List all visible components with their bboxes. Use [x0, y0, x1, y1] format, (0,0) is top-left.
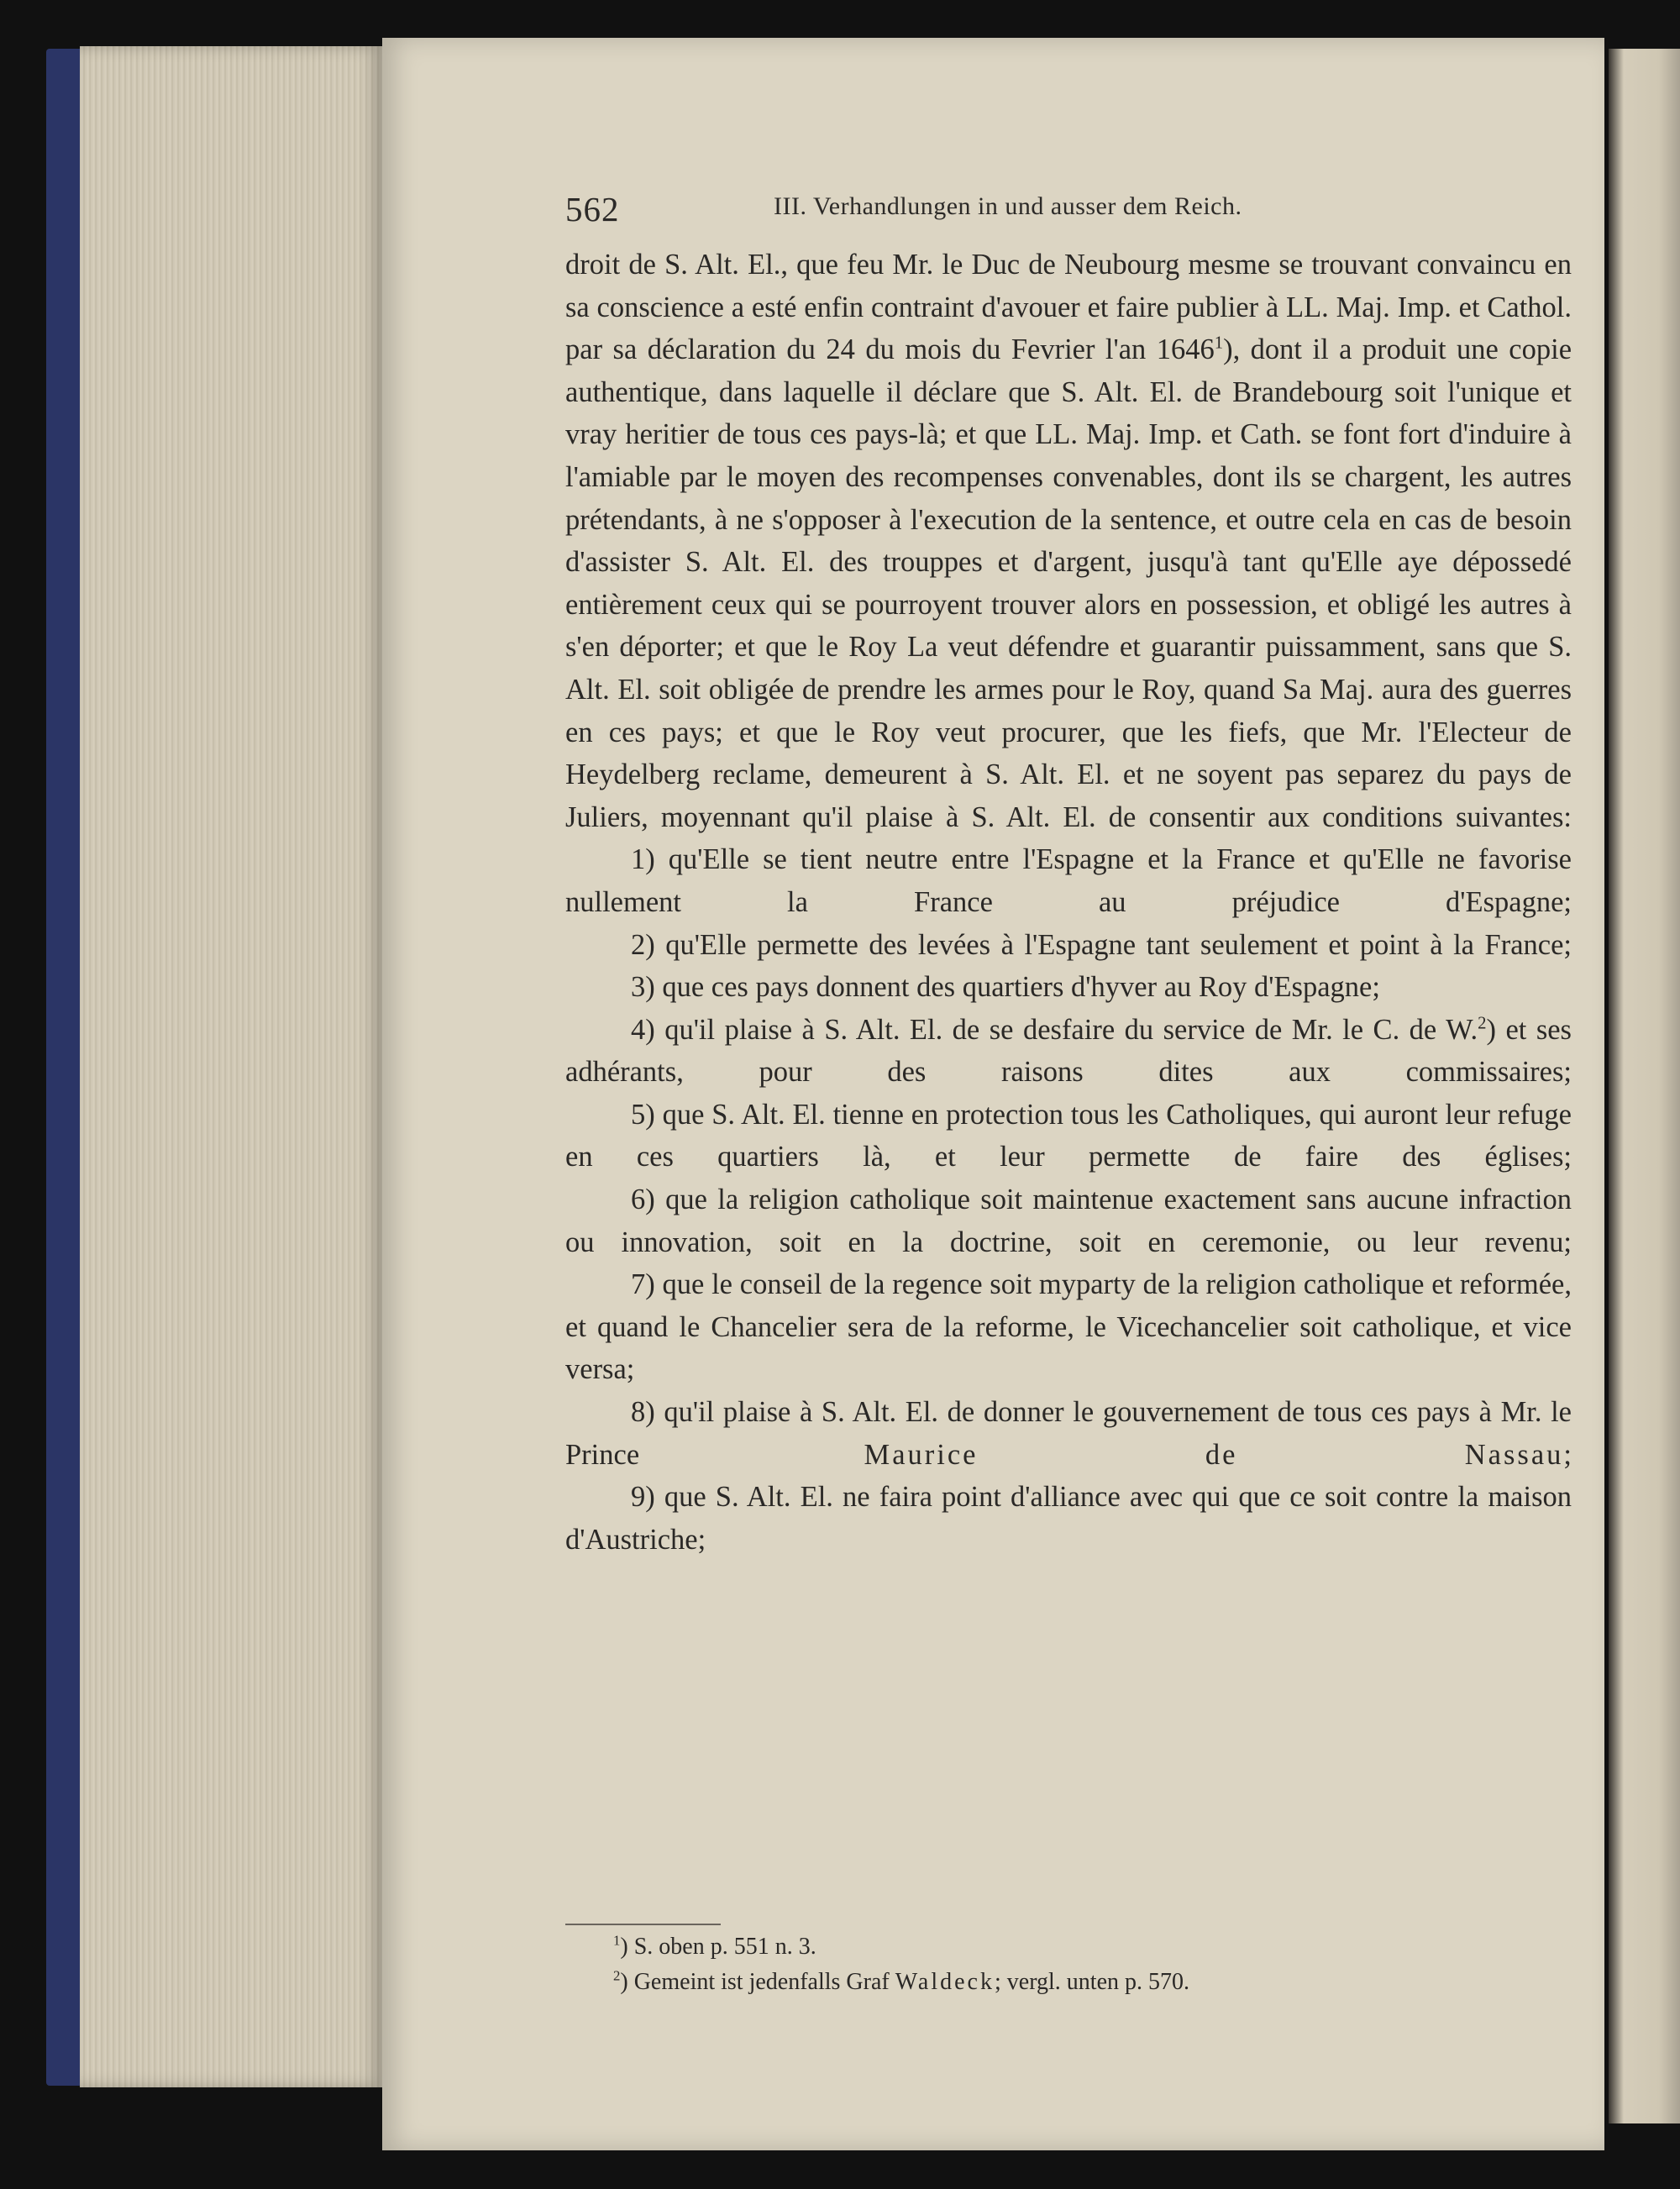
- running-head: [565, 182, 1489, 233]
- footnote-rule: [565, 1924, 721, 1925]
- condition-item-7: 7) que le conseil de la regence soit myparty de la religion catholique et reformée, et quand le Chancelier sera de la reforme, le Vicechancelier soit catholique, et vice versa;: [565, 1268, 1572, 1386]
- footnote-mark: 1: [1214, 333, 1224, 353]
- footnotes: [613, 1929, 1537, 2000]
- condition-item-9: 9) que S. Alt. El. ne faira point d'alliance avec qui que ce soit contre la maison d'Austriche;: [565, 1481, 1572, 1556]
- condition-item-2: 2) qu'Elle permette des levées à l'Espagne tant seulement et point à la France;: [631, 928, 1572, 961]
- body-text: [565, 244, 1572, 1561]
- footnote-1: $^1$) S. oben p. 551 n. 3.: [613, 1932, 816, 1960]
- paragraph: droit de S. Alt. El., que feu Mr. le Duc de Neubourg mesme se trouvant convaincu en sa conscience a esté enfin contraint d'avouer et faire publier à LL. Maj. Imp. et Cathol. par sa déclaration du 24 du mois du Fevrier l'an 1646$^1$), dont il a produit une copie authentique, dans laquelle il déclare que S. Alt. El. de Brandebourg soit l'unique et vray heritier de tous ces pays-là; et que LL. Maj. Imp. et Cath. se font fort d'induire à l'amiable par le moyen des recompenses convenables, dont ils se chargent, les autres prétendants, à ne s'opposer à l'execution de la sentence, et outre cela en cas de besoin d'assister S. Alt. El. des trouppes et d'argent, jusqu'à tant qu'Elle aye dépossedé entièrement ceux qui se pourroyent trouver alors en possession, et obligé les autres à s'en déporter; et que le Roy La veut défendre et guarantir puissamment, sans que S. Alt. El. soit obligée de prendre les armes pour le Roy, quand Sa Maj. aura des guerres en ces pays; et que le Roy veut procurer, que les fiefs, que Mr. l'Electeur de Heydelberg reclame, demeurent à S. Alt. El. et ne soyent pas separez du pays de Juliers, moyennant qu'il plaise à S. Alt. El. de consentir aux conditions suivantes:: [565, 249, 1572, 833]
- condition-item-3: 3) que ces pays donnent des quartiers d'hyver au Roy d'Espagne;: [631, 971, 1380, 1004]
- running-head-title: III. Verhandlungen in und ausser dem Reich.: [774, 192, 1242, 220]
- book-page: [382, 38, 1604, 2150]
- condition-item-5: 5) que S. Alt. El. tienne en protection tous les Catholiques, qui auront leur refuge en ces quartiers là, et leur permette de faire des églises;: [565, 1098, 1572, 1173]
- condition-item-4: 4) qu'il plaise à S. Alt. El. de se desfaire du service de Mr. le C. de W.$^2$) et ses adhérants, pour des raisons dites aux commissaires;: [565, 1013, 1572, 1089]
- condition-item-1: 1) qu'Elle se tient neutre entre l'Espagne et la France et qu'Elle ne favorise nullement la France au préjudice d'Espagne;: [565, 843, 1572, 918]
- footnote-2: $^2$) Gemeint ist jedenfalls Graf Waldeck; vergl. unten p. 570.: [613, 1967, 1189, 1995]
- page-number: 562: [565, 190, 620, 228]
- condition-item-6: 6) que la religion catholique soit maintenue exactement sans aucune infraction ou innovation, soit en la doctrine, soit en ceremonie, ou leur revenu;: [565, 1184, 1572, 1258]
- condition-item-8: 8) qu'il plaise à S. Alt. El. de donner le gouvernement de tous ces pays à Mr. le Prince Maurice de Nassau;: [565, 1396, 1572, 1471]
- facing-page-edge: [1609, 49, 1680, 2123]
- page-edges: [80, 46, 382, 2087]
- footnote-mark: 2: [1478, 1014, 1487, 1033]
